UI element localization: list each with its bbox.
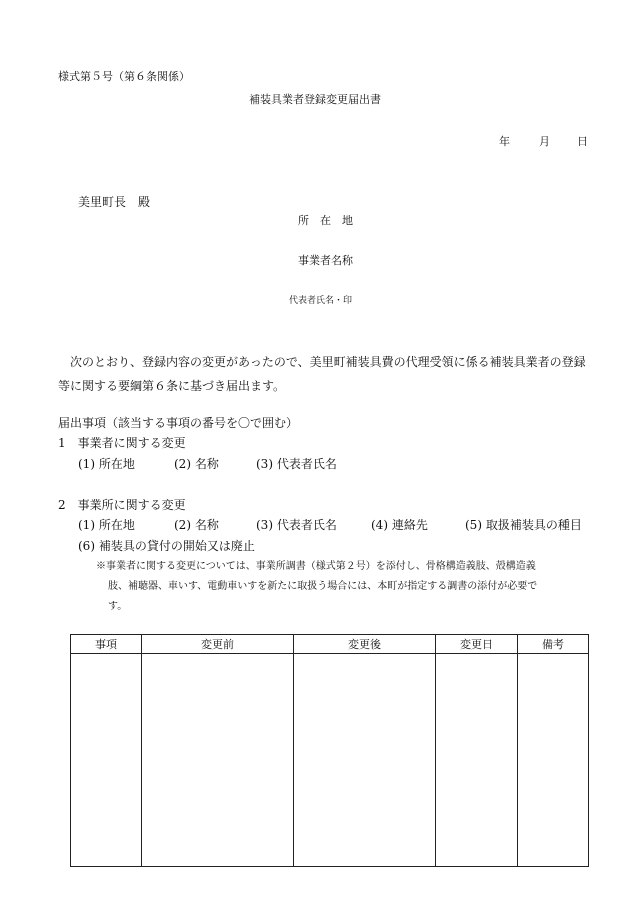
cell-before[interactable]	[142, 654, 294, 867]
note-line-1: ※事業者に関する変更については、事業所調書（様式第２号）を添付し、骨格構造義肢、殻構造義	[96, 561, 536, 572]
section2-option-device-type: (5) 取扱補装具の種目	[465, 518, 582, 532]
section2-option-name: (2) 名称	[174, 518, 219, 532]
cell-item[interactable]	[71, 654, 142, 867]
items-header: 届出事項（該当する事項の番号を〇で囲む）	[58, 416, 299, 430]
date-day-label: 日	[577, 135, 588, 148]
header-before: 変更前	[142, 635, 294, 654]
section2-heading: 2 事業所に関する変更	[58, 498, 186, 512]
section1-option-location: (1) 所在地	[78, 457, 135, 471]
section1-heading: 1 事業者に関する変更	[58, 436, 186, 450]
intro-text: 次のとおり、登録内容の変更があったので、美里町補装具費の代理受領に係る補装具業者の登録等に関する要綱第６条に基づき届出ます。	[58, 355, 586, 393]
change-record-table	[70, 634, 589, 867]
section1-option-name: (2) 名称	[174, 457, 219, 471]
header-after: 変更後	[294, 635, 436, 654]
addressee: 美里町長 殿	[78, 195, 151, 209]
date-year-label: 年	[499, 135, 510, 148]
note-line-2: 肢、補聴器、車いす、電動車いすを新たに取扱う場合には、本町が指定する調書の添付が必要で	[108, 581, 538, 592]
header-change-date: 変更日	[436, 635, 518, 654]
note-line-3: す。	[108, 601, 128, 612]
location-label: 所 在 地	[298, 214, 353, 227]
date-month-label: 月	[539, 135, 550, 148]
cell-after[interactable]	[294, 654, 436, 867]
section2-option-location: (1) 所在地	[78, 518, 135, 532]
section1-option-representative: (3) 代表者氏名	[256, 457, 337, 471]
cell-change-date[interactable]	[436, 654, 518, 867]
cell-remarks[interactable]	[518, 654, 589, 867]
document-title: 補装具業者登録変更届出書	[249, 93, 381, 106]
representative-label: 代表者氏名・印	[289, 296, 353, 306]
business-name-label: 事業者名称	[298, 254, 353, 267]
section2-option-lending: (6) 補装具の貸付の開始又は廃止	[78, 539, 255, 553]
header-remarks: 備考	[518, 635, 589, 654]
form-number: 様式第５号（第６条関係）	[58, 70, 190, 83]
section2-option-representative: (3) 代表者氏名	[256, 518, 337, 532]
section2-option-contact: (4) 連絡先	[371, 518, 428, 532]
header-item: 事項	[71, 635, 142, 654]
